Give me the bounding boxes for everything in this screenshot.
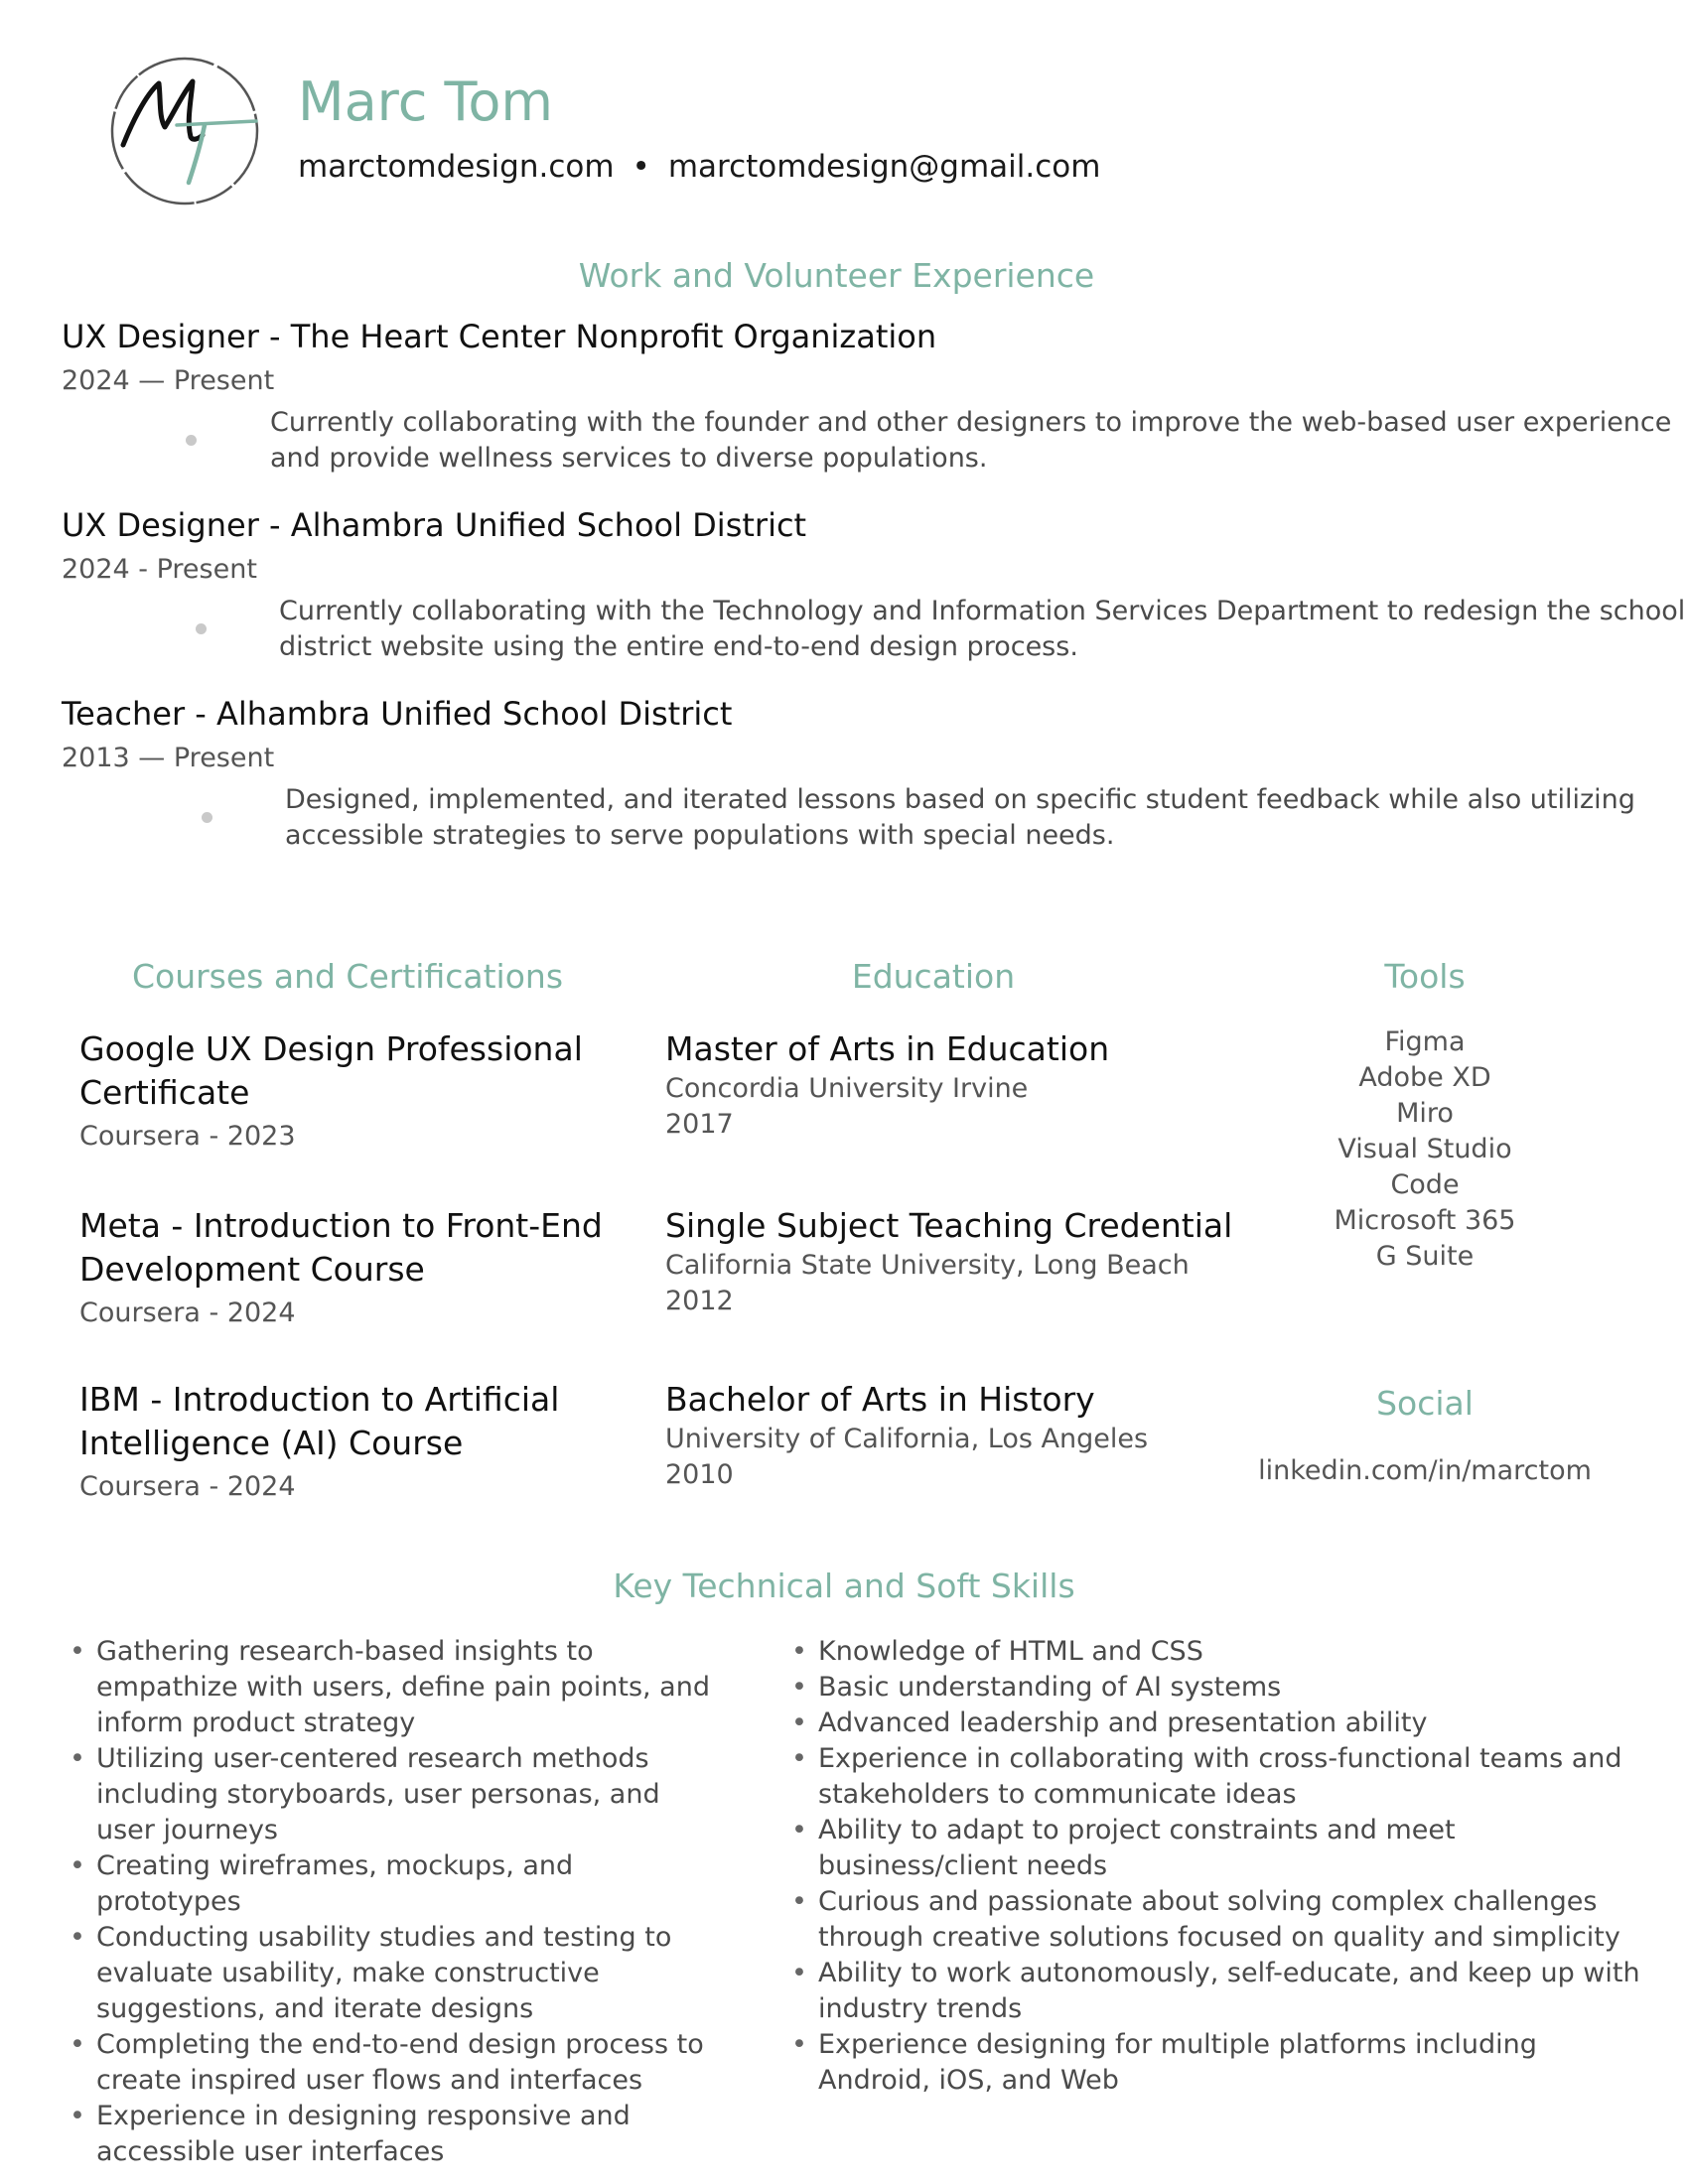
- skill-item: • Experience in collaborating with cross-functional teams and stakeholders to communicate ideas: [791, 1741, 1645, 1813]
- course-entry: [79, 1027, 635, 1155]
- education-entry: [665, 1027, 1261, 1143]
- tool-item: Code: [1390, 1169, 1460, 1200]
- job-entry: [62, 318, 1672, 474]
- education-school: University of California, Los Angeles: [665, 1424, 1149, 1454]
- job-role: UX Designer - Alhambra Unified School District: [62, 506, 807, 544]
- separator-dot: •: [632, 149, 650, 185]
- education-school: California State University, Long Beach: [665, 1250, 1190, 1281]
- job-description: Designed, implemented, and iterated lessons based on specific student feedback while also utilizing accessible strategies to serve populations with special needs.: [285, 784, 1635, 851]
- tool-item: Miro: [1396, 1098, 1454, 1129]
- education-degree: Single Subject Teaching Credential: [665, 1206, 1233, 1245]
- course-detail: Coursera - 2024: [79, 1297, 296, 1328]
- education-degree: Bachelor of Arts in History: [665, 1380, 1095, 1419]
- skill-item: • Completing the end-to-end design process to create inspired user flows and interfaces: [70, 2027, 725, 2099]
- job-entry: [62, 506, 1686, 662]
- job-dates: 2024 — Present: [62, 365, 275, 397]
- tool-item: Visual Studio: [1337, 1134, 1512, 1164]
- course-entry: [79, 1378, 635, 1505]
- skill-item: • Advanced leadership and presentation ability: [791, 1706, 1645, 1741]
- course-title: IBM - Introduction to Artificial Intelligence (AI) Course: [79, 1380, 560, 1462]
- skill-item: • Curious and passionate about solving complex challenges through creative solutions focused on quality and simplicity: [791, 1884, 1645, 1956]
- job-dates: 2024 - Present: [62, 554, 257, 586]
- linkedin-link[interactable]: linkedin.com/in/marctom: [1258, 1455, 1592, 1486]
- skill-item: • Gathering research-based insights to empathize with users, define pain points, and inform product strategy: [70, 1634, 725, 1741]
- course-detail: Coursera - 2024: [79, 1471, 296, 1502]
- education-year: 2012: [665, 1286, 734, 1316]
- skill-item: • Experience in designing responsive and accessible user interfaces: [70, 2099, 725, 2170]
- course-title: Google UX Design Professional Certificate: [79, 1029, 583, 1112]
- bullet-icon: [202, 812, 212, 823]
- education-school: Concordia University Irvine: [665, 1073, 1029, 1104]
- monogram-logo-icon: [109, 56, 260, 206]
- tools-list: [1281, 1024, 1569, 1275]
- candidate-name: Marc Tom: [298, 70, 554, 133]
- job-dates: 2013 — Present: [62, 743, 275, 774]
- education-entry: [665, 1204, 1261, 1319]
- job-role: Teacher - Alhambra Unified School District: [62, 695, 733, 733]
- courses-section-title: Courses and Certifications: [131, 957, 564, 996]
- contact-line: [298, 149, 1100, 185]
- bullet-icon: [186, 435, 197, 446]
- education-year: 2017: [665, 1109, 734, 1140]
- skills-section-title: Key Technical and Soft Skills: [613, 1567, 1075, 1605]
- skill-item: • Creating wireframes, mockups, and prototypes: [70, 1848, 725, 1920]
- tool-item: G Suite: [1375, 1241, 1475, 1272]
- education-degree: Master of Arts in Education: [665, 1029, 1110, 1068]
- education-section-title: Education: [851, 957, 1016, 996]
- skills-list-left: [70, 1634, 725, 2170]
- skill-item: • Basic understanding of AI systems: [791, 1670, 1645, 1706]
- experience-section-title: Work and Volunteer Experience: [578, 256, 1095, 295]
- skill-item: • Ability to work autonomously, self-educate, and keep up with industry trends: [791, 1956, 1645, 2027]
- social-section-title: Social: [1376, 1384, 1474, 1423]
- course-detail: Coursera - 2023: [79, 1121, 296, 1152]
- website-link[interactable]: marctomdesign.com: [298, 149, 615, 185]
- course-title: Meta - Introduction to Front-End Development Course: [79, 1206, 603, 1289]
- skill-item: • Ability to adapt to project constraints and meet business/client needs: [791, 1813, 1645, 1884]
- job-description: Currently collaborating with the Technology and Information Services Department to redesign the school district website using the entire end-to-end design process.: [279, 596, 1686, 662]
- tools-section-title: Tools: [1384, 957, 1466, 996]
- job-role: UX Designer - The Heart Center Nonprofit Organization: [62, 318, 937, 355]
- tool-item: Figma: [1384, 1026, 1466, 1057]
- tool-item: Microsoft 365: [1334, 1205, 1516, 1236]
- bullet-icon: [196, 623, 207, 634]
- skill-item: • Experience designing for multiple platforms including Android, iOS, and Web: [791, 2027, 1645, 2099]
- job-description: Currently collaborating with the founder and other designers to improve the web-based user experience and provide wellness services to diverse populations.: [270, 407, 1672, 474]
- skill-item: • Utilizing user-centered research methods including storyboards, user personas, and user journeys: [70, 1741, 725, 1848]
- logo: [109, 56, 260, 206]
- skills-list-right: [791, 1634, 1645, 2099]
- education-year: 2010: [665, 1459, 734, 1490]
- skill-item: • Conducting usability studies and testing to evaluate usability, make constructive suggestions, and iterate designs: [70, 1920, 725, 2027]
- email-link[interactable]: marctomdesign@gmail.com: [667, 149, 1101, 185]
- job-entry: [62, 695, 1635, 851]
- course-entry: [79, 1204, 635, 1331]
- skill-item: • Knowledge of HTML and CSS: [791, 1634, 1645, 1670]
- education-entry: [665, 1378, 1261, 1493]
- tool-item: Adobe XD: [1358, 1062, 1491, 1093]
